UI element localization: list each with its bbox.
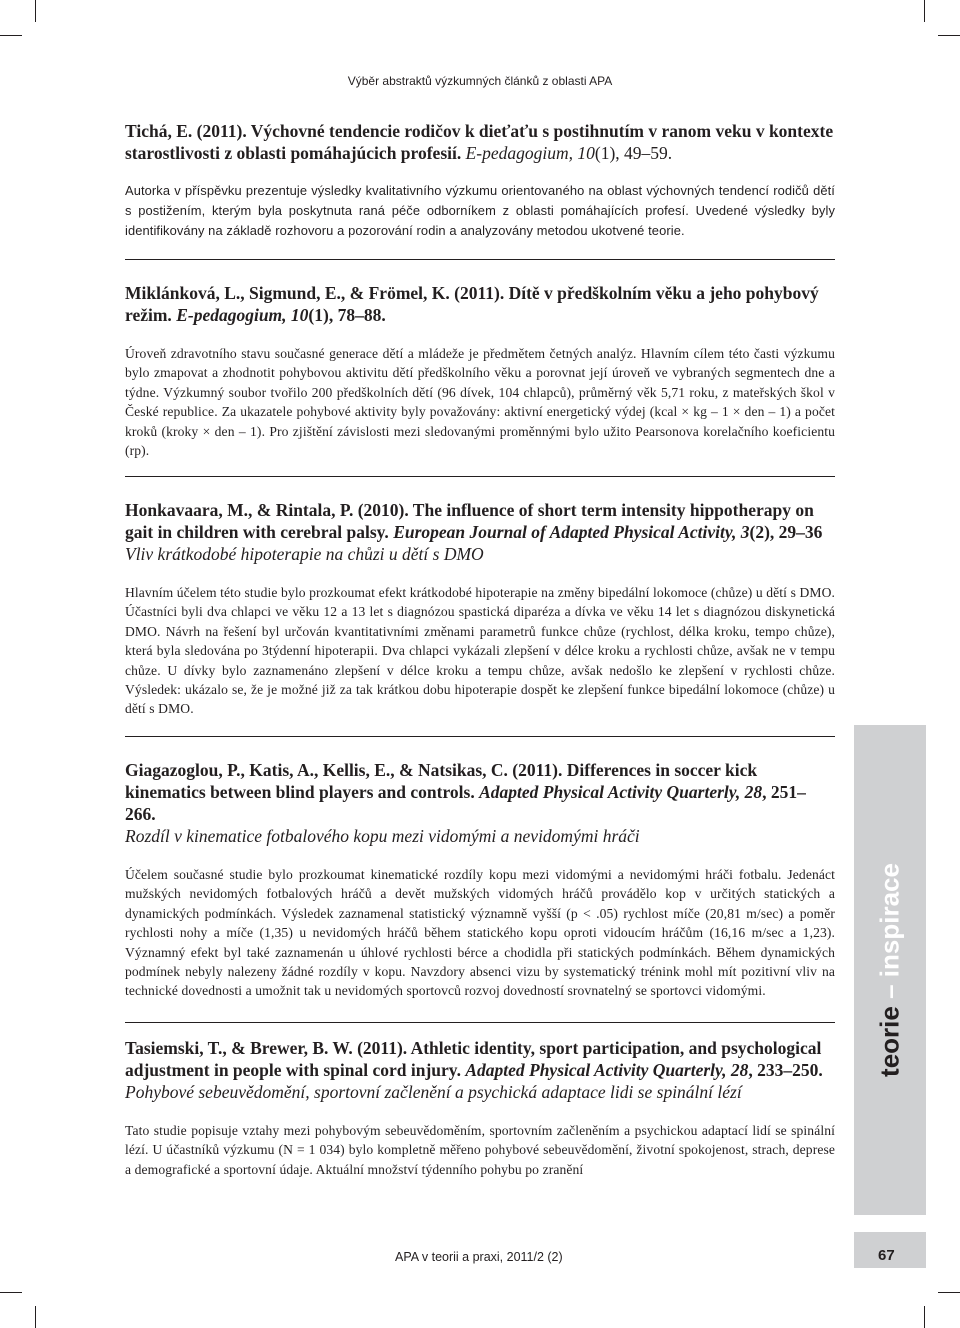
reference-pages: (1), 78–88.: [308, 305, 386, 325]
crop-mark: [924, 0, 925, 22]
translated-title: Vliv krátkodobé hipoterapie na chůzi u dětí s DMO: [125, 544, 484, 564]
reference-pages: , 251–266.: [125, 782, 806, 824]
reference-volume: 3: [740, 522, 750, 542]
translated-title: Rozdíl v kinematice fotbalového kopu mezi vidomými a nevidomými hráči: [125, 826, 640, 846]
crop-mark: [924, 1306, 925, 1328]
crop-mark: [35, 1306, 36, 1328]
abstract-text: Úroveň zdravotního stavu současné generace dětí a mládeže je předmětem četných analýz. Hlavním cílem této časti výzkumu bylo zmapovat a zhodnotit pohybovou aktivitu dětí předškolního věku a porovnat její úroveň ve vybraných segmentech dne a týdne. Výzkumný soubor tvořilo 200 předškolních dětí (96 dívek, 104 chlapců), průměrný věk 5,71 roku, z mateřských škol v České republice. Za ukazatele pohybové aktivity byly považovány: aktivní energetický výdej (kcal × kg – 1 × den – 1) a počet kroků (kroky × den – 1). Pro zjištění závislosti mezi sledovanými proměnnými bylo užito Pearsonova korelačního koeficientu (rp).: [125, 346, 835, 459]
footer-journal: APA v teorii a praxi, 2011/2 (2): [395, 1250, 563, 1264]
crop-mark: [938, 1292, 960, 1293]
abstract-text: Hlavním účelem této studie bylo prozkoumat efekt krátkodobé hipoterapie na změny bipedální lokomoce (chůze) u dětí s DMO. Účastníci byli dva chlapci ve věku 12 a 13 let s diagnózou spastická diparéza a dívka ve věku 14 let s diagnózou diskynetická DMO. Návrh na řešení byl určován kvantitativními změnami parametrů funkce chůze (rychlost, délka kroku, tempo chůze), která byla sledována po 3týdenní hipoterapii. Dva chlapci vykázali zlepšení v délce kroku a rychlosti chůze, avšak ne v tempu chůze. U dívky bylo zaznamenáno zlepšení v délce kroku a tempu chůze, avšak nedošlo ke zlepšení v rychlosti chůze. Výsledek: ukázalo se, že je možné již za tak krátkou dobu hipoterapie dospět ke zlepšení funkce bipedální lokomoce (chůze) u dětí s DMO.: [125, 585, 835, 717]
section-side-label: [875, 863, 906, 1077]
abstract-entry: [125, 282, 835, 460]
side-word-inspirace: inspirace: [874, 863, 905, 978]
reference-title: Výchovné tendencie rodičov k dieťaťu s postihnutím v ranom veku v kontexte starostlivosti z oblasti pomáhajúcich profesií.: [125, 121, 834, 163]
side-dash: –: [874, 984, 905, 999]
reference-authors: Honkavaara, M., & Rintala, P. (2010).: [125, 500, 409, 520]
reference-title: Athletic identity, sport participation, and psychological adjustment in people with spinal cord injury.: [125, 1038, 822, 1080]
abstract-text: Tato studie popisuje vztahy mezi pohybovým sebeuvědoměním, sportovním začleněním a psychickou adaptací lidí se spinální lézí. U účastníků výzkumu (N = 1 034) bylo kompletně měřeno pohybové sebeuvědomění, životní spokojenost, strach, deprese a demografické a sportovní údaje. Aktuální množství týdenního pohybu po zranění: [125, 1123, 835, 1177]
reference-title: Differences in soccer kick kinematics between blind players and controls.: [125, 760, 758, 802]
entry-divider: [125, 476, 835, 477]
crop-mark: [938, 35, 960, 36]
abstract-entry: [125, 120, 835, 241]
translated-title: Pohybové sebeuvědomění, sportovní začlenění a psychická adaptace lidi se spinální lézí: [125, 1082, 742, 1102]
page-number: 67: [878, 1247, 895, 1264]
reference: [125, 1037, 835, 1081]
abstract-entry: [125, 759, 835, 1001]
running-header: Výběr abstraktů výzkumných článků z oblasti APA: [347, 74, 613, 88]
reference-volume: 28: [730, 1060, 749, 1080]
reference-title: The influence of short term intensity hippotherapy on gait in children with cerebral palsy.: [125, 500, 814, 542]
reference-journal: Adapted Physical Activity Quarterly,: [465, 1060, 727, 1080]
reference-journal: E-pedagogium,: [465, 143, 574, 163]
reference-authors: Tichá, E. (2011).: [125, 121, 247, 141]
crop-mark: [0, 35, 22, 36]
reference: [125, 499, 835, 543]
reference-journal: Adapted Physical Activity Quarterly,: [479, 782, 741, 802]
reference-pages: (2), 29–36: [749, 522, 823, 542]
reference-pages: , 233–250.: [748, 1060, 823, 1080]
reference-volume: 10: [577, 143, 595, 163]
entry-divider: [125, 1022, 835, 1023]
reference-authors: Miklánková, L., Sigmund, E., & Frömel, K. (2011).: [125, 283, 505, 303]
reference-volume: 28: [744, 782, 763, 802]
crop-mark: [35, 0, 36, 22]
abstract-entry: [125, 499, 835, 719]
reference: [125, 759, 835, 825]
abstract-text: Účelem současné studie bylo prozkoumat kinematické rozdíly kopu mezi vidomými a nevidomými hráči fotbalu. Jedenáct mužských nevidomých fotbalových hráčů a devět mužských vidomých hráčů provádělo kop v určitých statických a dynamických podmínkách. Výsledek zaznamenal statistický významně vyšší (p < .05) rychlost míče (20,81 m/sec) a poměr rychlosti nohy a míče (1,35) u nevidomých hráčů během statického kopu oproti vidoucím hráčům (16,16 m/sec a 1,23). Významný efekt byl také zaznamenán u úhlové rychlosti bérce a chodidla při statických podmínkách. Během dynamických podmínek nebyly nalezeny žádné rozdíly v kopu. Navzdory absenci vizu by systematický trénink mohl mít pozitivní vliv na technické dovednosti a umožnit tak u nevidomých sportovců rozvoj dovedností srovnatelný se sportovci vidomými.: [125, 867, 835, 999]
reference-journal: European Journal of Adapted Physical Activity,: [393, 522, 737, 542]
reference: [125, 282, 835, 326]
abstract-text: Autorka v příspěvku prezentuje výsledky kvalitativního výzkumu orientovaného na oblast výchovných tendencí rodičů dětí s postižením, kterým byla poskytnuta raná péče odborníkem z oblasti pomáhajících profesí. Uvedené výsledky byly identifikovány na základě rozhovoru a pozorování rodin a analyzovány metodou ukotvené teorie.: [125, 183, 835, 238]
reference-authors: Tasiemski, T., & Brewer, B. W. (2011).: [125, 1038, 408, 1058]
reference-volume: 10: [290, 305, 309, 325]
abstract-entry: [125, 1037, 835, 1179]
reference-journal: E-pedagogium,: [176, 305, 287, 325]
reference: [125, 120, 835, 164]
entry-divider: [125, 259, 835, 260]
reference-title: Dítě v předškolním věku a jeho pohybový režim.: [125, 283, 819, 325]
reference-pages: (1), 49–59.: [594, 143, 673, 163]
reference-authors: Giagazoglou, P., Katis, A., Kellis, E., & Natsikas, C. (2011).: [125, 760, 563, 780]
entry-divider: [125, 736, 835, 737]
side-word-teorie: teorie: [874, 1006, 905, 1077]
crop-mark: [0, 1292, 22, 1293]
